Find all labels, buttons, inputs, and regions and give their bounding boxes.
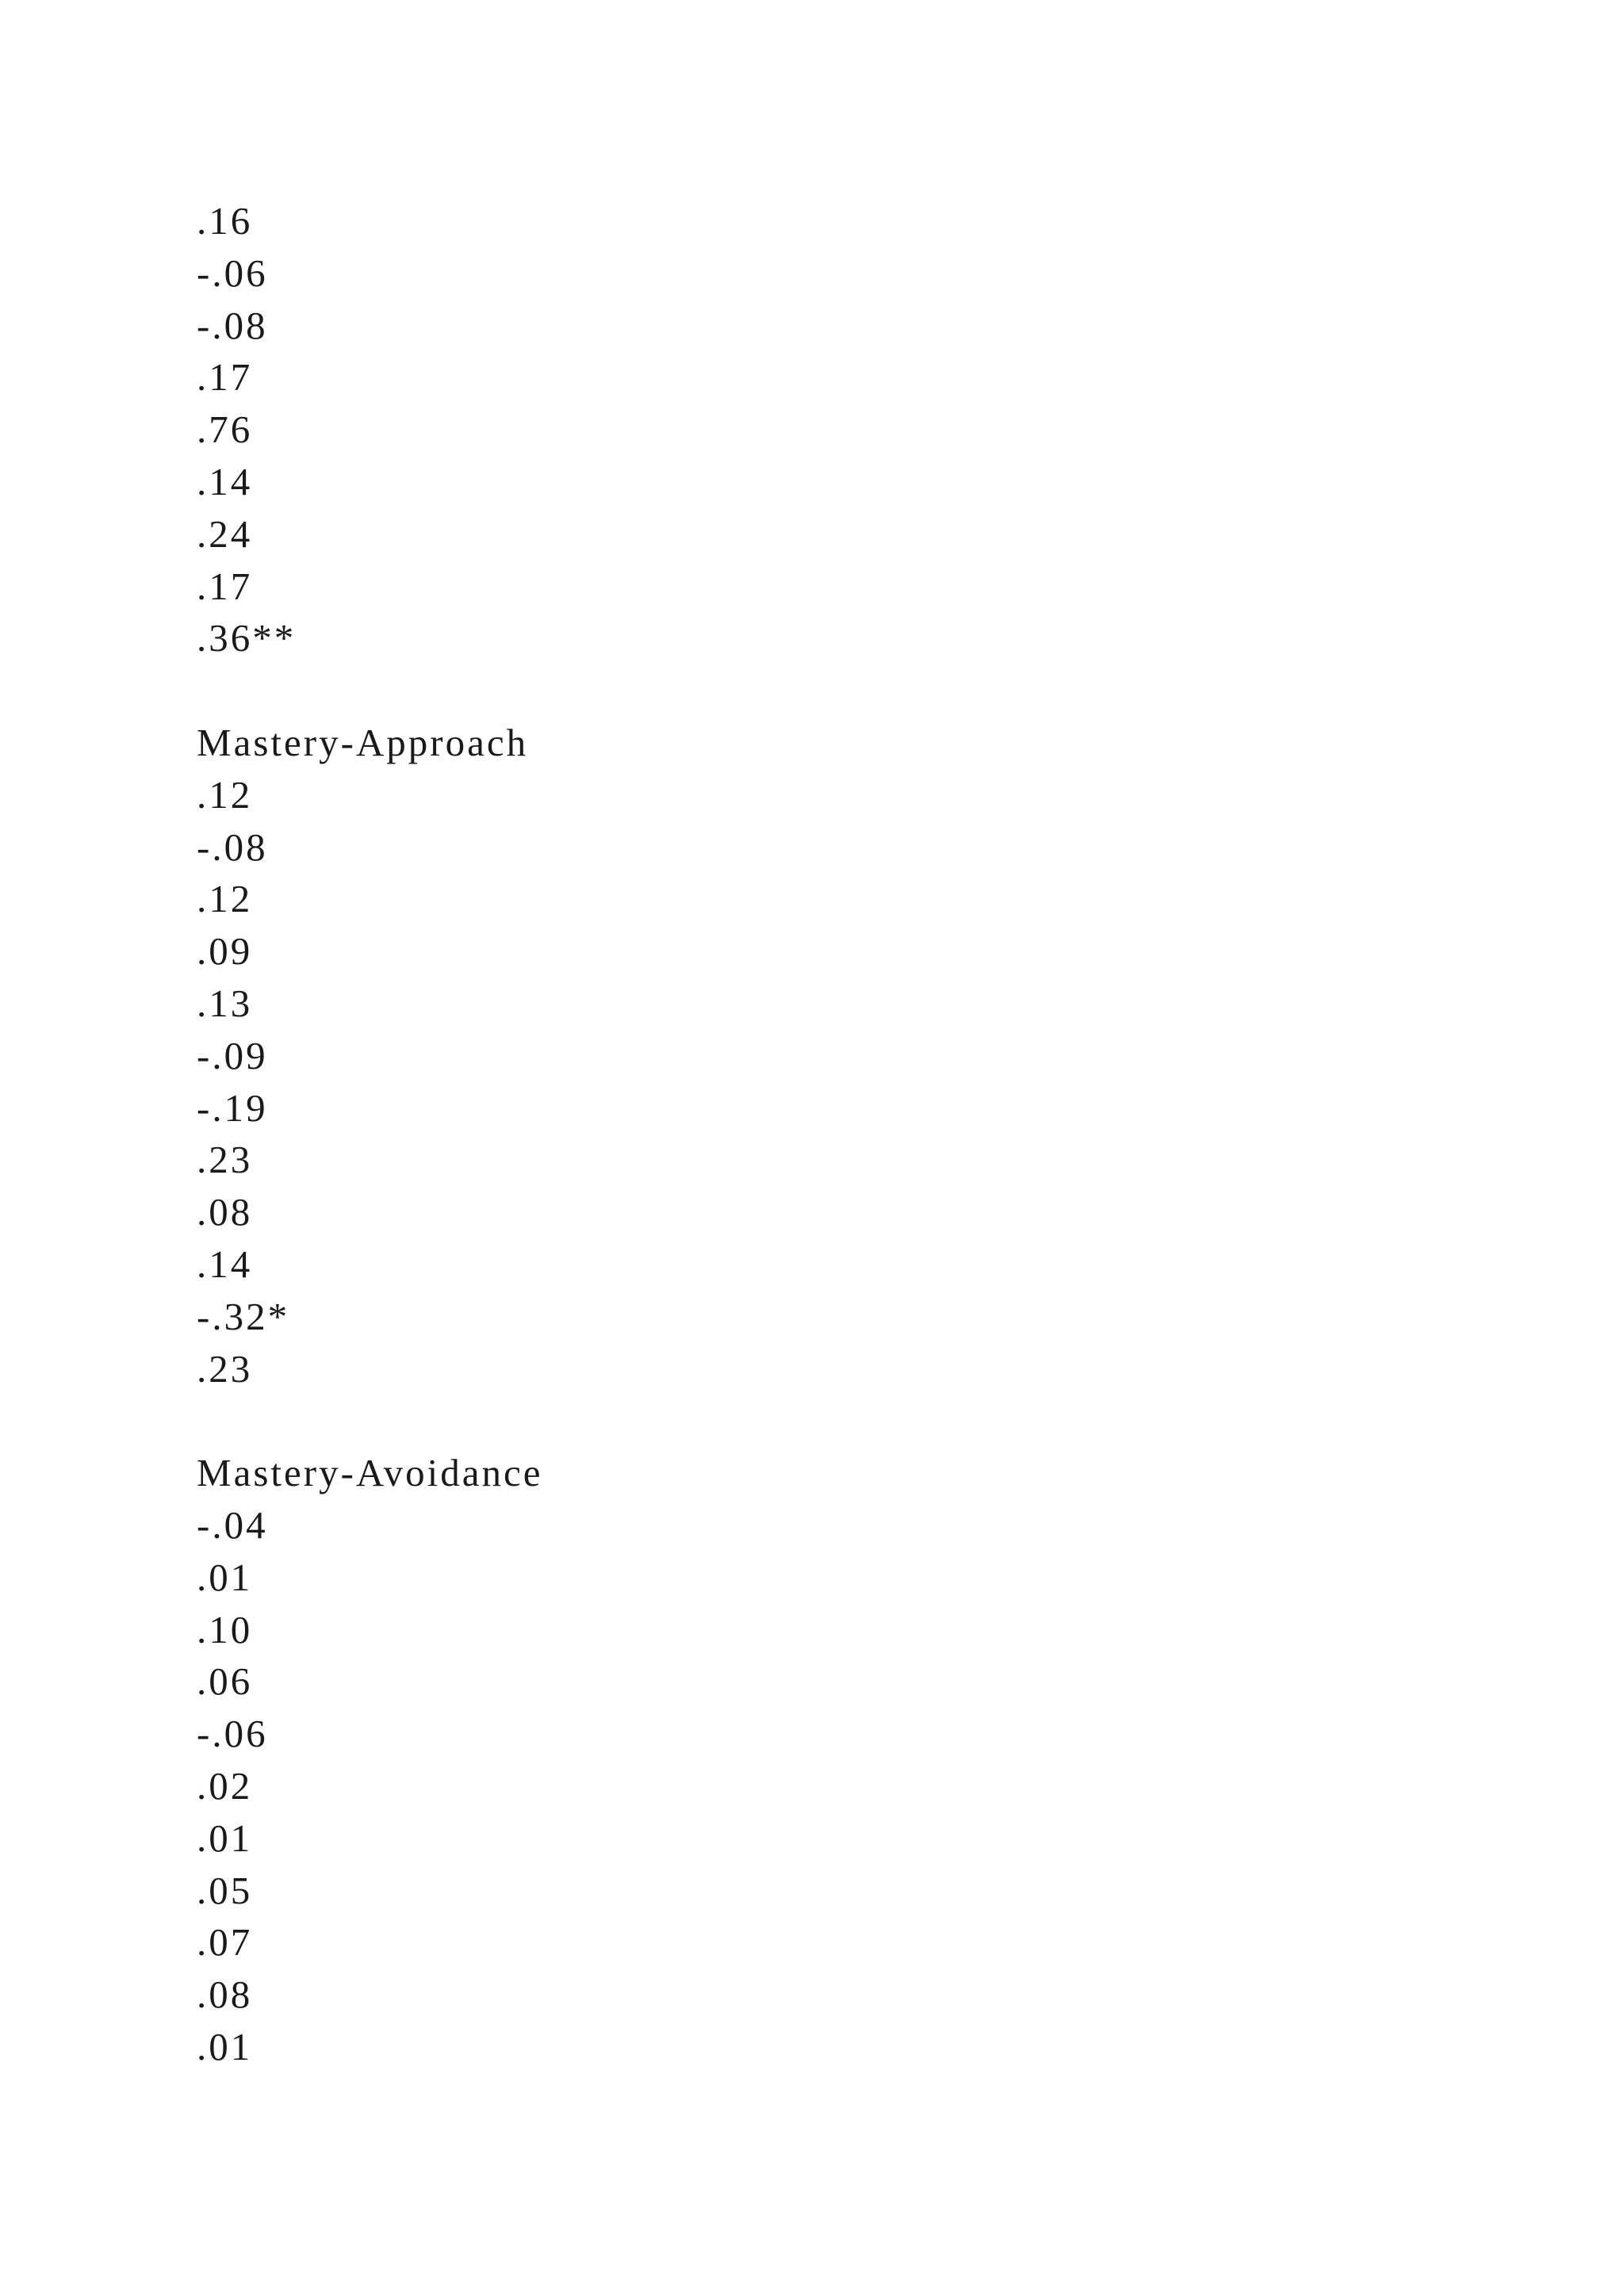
document-text <box>197 195 1465 2073</box>
value-cell: .23 <box>197 1346 253 1391</box>
value-cell: .23 <box>197 1138 253 1182</box>
value-cell: -.08 <box>197 303 268 347</box>
section-heading: Mastery-Avoidance <box>197 1451 543 1495</box>
value-cell: -.08 <box>197 825 268 869</box>
value-cell: .02 <box>197 1763 253 1808</box>
value-cell: .24 <box>197 511 253 556</box>
value-cell: .14 <box>197 1242 253 1286</box>
value-cell: .01 <box>197 1816 253 1860</box>
value-cell: -.19 <box>197 1085 268 1130</box>
section-mastery-avoidance <box>197 1447 1465 2073</box>
value-cell: -.32* <box>197 1294 290 1338</box>
top-values-list <box>197 195 1465 664</box>
value-cell: .01 <box>197 1555 253 1599</box>
section-mastery-approach <box>197 717 1465 1395</box>
value-cell: .17 <box>197 564 253 608</box>
value-cell: -.09 <box>197 1033 268 1077</box>
value-cell: .01 <box>197 2024 253 2068</box>
value-cell: .12 <box>197 877 253 921</box>
value-cell: -.04 <box>197 1502 268 1547</box>
value-cell: .05 <box>197 1868 253 1912</box>
value-cell: .36** <box>197 616 297 660</box>
blank-line <box>197 664 1465 717</box>
blank-line <box>197 1395 1465 1447</box>
value-cell: .09 <box>197 929 253 974</box>
value-cell: .08 <box>197 1973 253 2017</box>
value-cell: .07 <box>197 1920 253 1965</box>
value-cell: .76 <box>197 408 253 452</box>
section-heading: Mastery-Approach <box>197 720 529 764</box>
value-cell: -.06 <box>197 1712 268 1756</box>
value-cell: .14 <box>197 459 253 503</box>
value-cell: .06 <box>197 1659 253 1704</box>
value-cell: .13 <box>197 981 253 1025</box>
value-cell: .12 <box>197 772 253 817</box>
value-cell: .10 <box>197 1607 253 1651</box>
value-cell: .08 <box>197 1190 253 1234</box>
value-cell: .17 <box>197 355 253 400</box>
value-cell: .16 <box>197 199 253 243</box>
value-cell: -.06 <box>197 251 268 295</box>
